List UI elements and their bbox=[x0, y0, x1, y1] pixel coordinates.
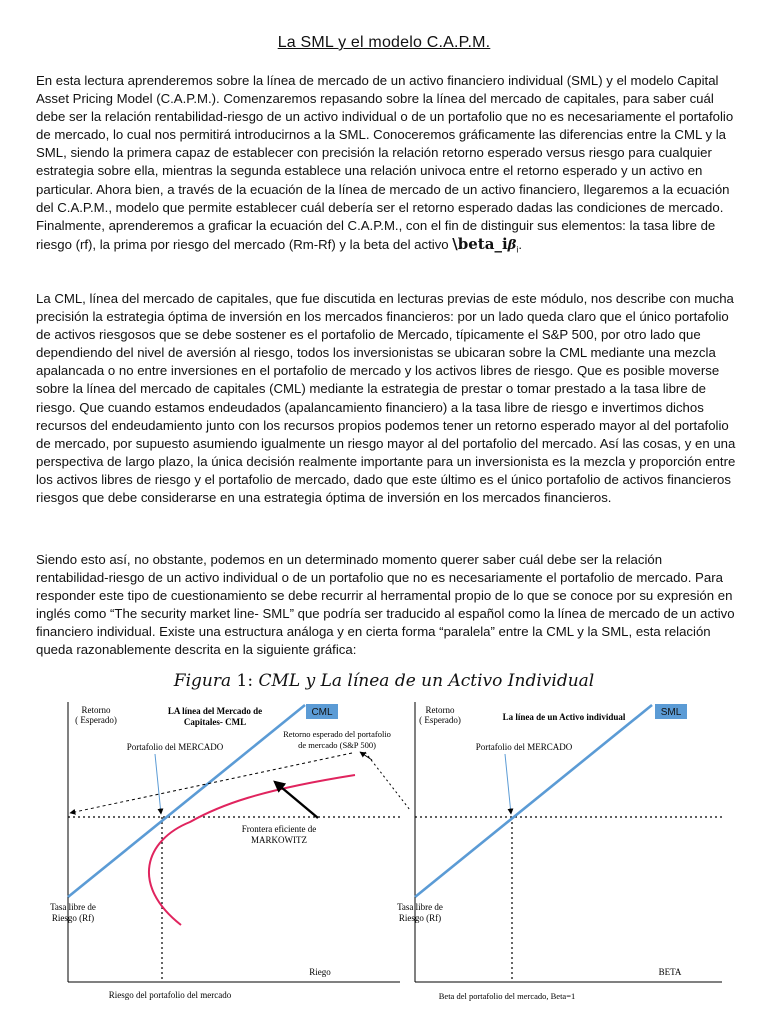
sml-x-label: BETA bbox=[658, 967, 682, 977]
sml-x-marker-label: Beta del portafolio del mercado, Beta=1 bbox=[438, 991, 576, 1001]
cml-chart bbox=[50, 702, 410, 1000]
frontier-arrow bbox=[275, 782, 318, 818]
markowitz-frontier bbox=[149, 775, 355, 925]
paragraph-cml: La CML, línea del mercado de capitales, que fue discutida en lecturas previas de este módulo, nos describe con mucha precisión la estrategia óptima de inversión en los mercados financieros: por un lado queda claro que el único portafolio de activos riesgosos que se debe sostener es el portafolio de Mercado, típicamente el S&P 500, por otro lado que dependiendo del nivel de aversión al riesgo, todos los inversionistas se ubicaran sobre la CML mediante una mezcla apalancada o no entre inversiones en el portafolio de mercado y los activos libres de riesgo. Que es posible moverse sobre la línea del mercado de capitales (CML) mediante la estrategia de prestar o tomar prestado a la tasa libre de riesgo. Que cuando estamos endeudados (apalancamiento financiero) a la tasa libre de riesgo e invertimos dichos recursos del endeudamiento junto con los recursos propios podemos tener un retorno esperado mayor al del portafolio de mercado, por supuesto asumiendo igualmente un riesgo mayor al del portafolio del mercado. Así las cosas, y en una perspectiva de largo plazo, la única decisión realmente importante para un inversionista es la mezcla y proporción entre los activos libres de riesgo y el portafolio de mercado, dado que este último es el único portafolio de activos financieros riesgos que debe considerarse en una estrategia óptima de inversión en los mercados financieros. bbox=[36, 291, 736, 506]
cml-x-label: Riego bbox=[309, 967, 331, 977]
cml-y-label-1: Retorno bbox=[81, 705, 111, 715]
sml-badge: SML bbox=[660, 707, 682, 718]
cml-y-label-2: ( Esperado) bbox=[75, 715, 117, 725]
sml-rf-label-2: Riesgo (Rf) bbox=[398, 913, 442, 923]
cml-x-marker-label: Riesgo del portafolio del mercado bbox=[108, 990, 232, 1000]
frontier-label-1: Frontera eficiente de bbox=[241, 824, 317, 834]
cml-market-label: Portafolio del MERCADO bbox=[126, 742, 224, 752]
figure-caption bbox=[0, 671, 768, 691]
sp-dotted-right bbox=[365, 752, 410, 810]
paragraph-sml: Siendo esto así, no obstante, podemos en un determinado momento querer saber cuál debe ser la relación rentabilidad-riesgo de un activo individual o de un portafolio que no es necesariamente el portafolio de mercado. Para responder este tipo de cuestionamiento se debe recurrir al herramental propio de lo que se conoce por su expresión en inglés como “The security market line- SML” que podría ser traducido al español como la línea de mercado de un activo financiero individual. Existe una estructura análoga y en cierta forma “paralela” entre la CML y la SML, esta relación queda razonablemente descrita en la siguiente gráfica: bbox=[36, 552, 735, 658]
cml-line bbox=[68, 705, 305, 897]
beta-symbol: β bbox=[507, 237, 517, 253]
beta-command: \beta_i bbox=[452, 234, 508, 253]
sml-line bbox=[415, 705, 652, 897]
figure-graphic bbox=[0, 690, 768, 1020]
beta-subscript: i bbox=[516, 244, 519, 255]
cml-sp-label-2: de mercado (S&P 500) bbox=[298, 740, 376, 750]
cml-badge: CML bbox=[311, 707, 333, 718]
sml-heading: La línea de un Activo individual bbox=[502, 712, 626, 722]
cml-heading-2: Capitales- CML bbox=[183, 717, 247, 727]
paragraph-intro-end: . bbox=[518, 236, 523, 252]
cml-heading-1: LA línea del Mercado de bbox=[167, 706, 263, 716]
figure-caption-prefix: Figura bbox=[173, 671, 232, 691]
figure-caption-number: 1: bbox=[236, 671, 254, 691]
cml-sp-label-1: Retorno esperado del portafolio bbox=[283, 729, 391, 739]
sml-y-label-1: Retorno bbox=[425, 705, 455, 715]
frontier-label-2: MARKOWITZ bbox=[251, 835, 307, 845]
sml-chart bbox=[397, 702, 722, 1001]
paragraph-intro-text: En esta lectura aprenderemos sobre la línea de mercado de un activo financiero individual (SML) y el modelo Capital Asset Pricing Model (C.A.P.M.). Comenzaremos repasando sobre la línea del mercado de capitales, para saber cuál debe ser la relación rentabilidad-riesgo de un activo individual o de un portafolio que no es necesariamente el portafolio de mercado, lo cual nos permitirá introducirnos a la SML. Conoceremos gráficamente las diferencias entre la CML y la SML, siendo la primera capaz de establecer con precisión la relación retorno esperado versus riesgo para cualquier estrategia sobre ella, mientras la segunda establece una relación univoca entre el retorno esperado y un activo en particular. Ahora bien, a través de la ecuación de la línea de mercado de un activo financiero, llegaremos a la ecuación del C.A.P.M., modelo que permite establecer cuál debería ser el retorno esperado dadas las condiciones de mercado. Finalmente, aprenderemos a graficar la ecuación del C.A.P.M., con el fin de distinguir sus elementos: la tasa libre de riesgo (rf), la prima por riesgo del mercado (Rm-Rf) y la beta del activo bbox=[36, 73, 734, 252]
sml-y-label-2: ( Esperado) bbox=[419, 715, 461, 725]
figure-caption-text: CML y La línea de un Activo Individual bbox=[258, 671, 595, 691]
sml-rf-label-1: Tasa libre de bbox=[397, 902, 443, 912]
sml-market-label: Portafolio del MERCADO bbox=[475, 742, 573, 752]
page-title: La SML y el modelo C.A.P.M. bbox=[277, 34, 491, 51]
paragraph-intro bbox=[36, 72, 736, 259]
cml-market-arrow bbox=[155, 754, 161, 814]
sml-market-arrow bbox=[505, 754, 511, 814]
cml-rf-label-2: Riesgo (Rf) bbox=[51, 913, 95, 923]
cml-rf-label-1: Tasa libre de bbox=[50, 902, 96, 912]
